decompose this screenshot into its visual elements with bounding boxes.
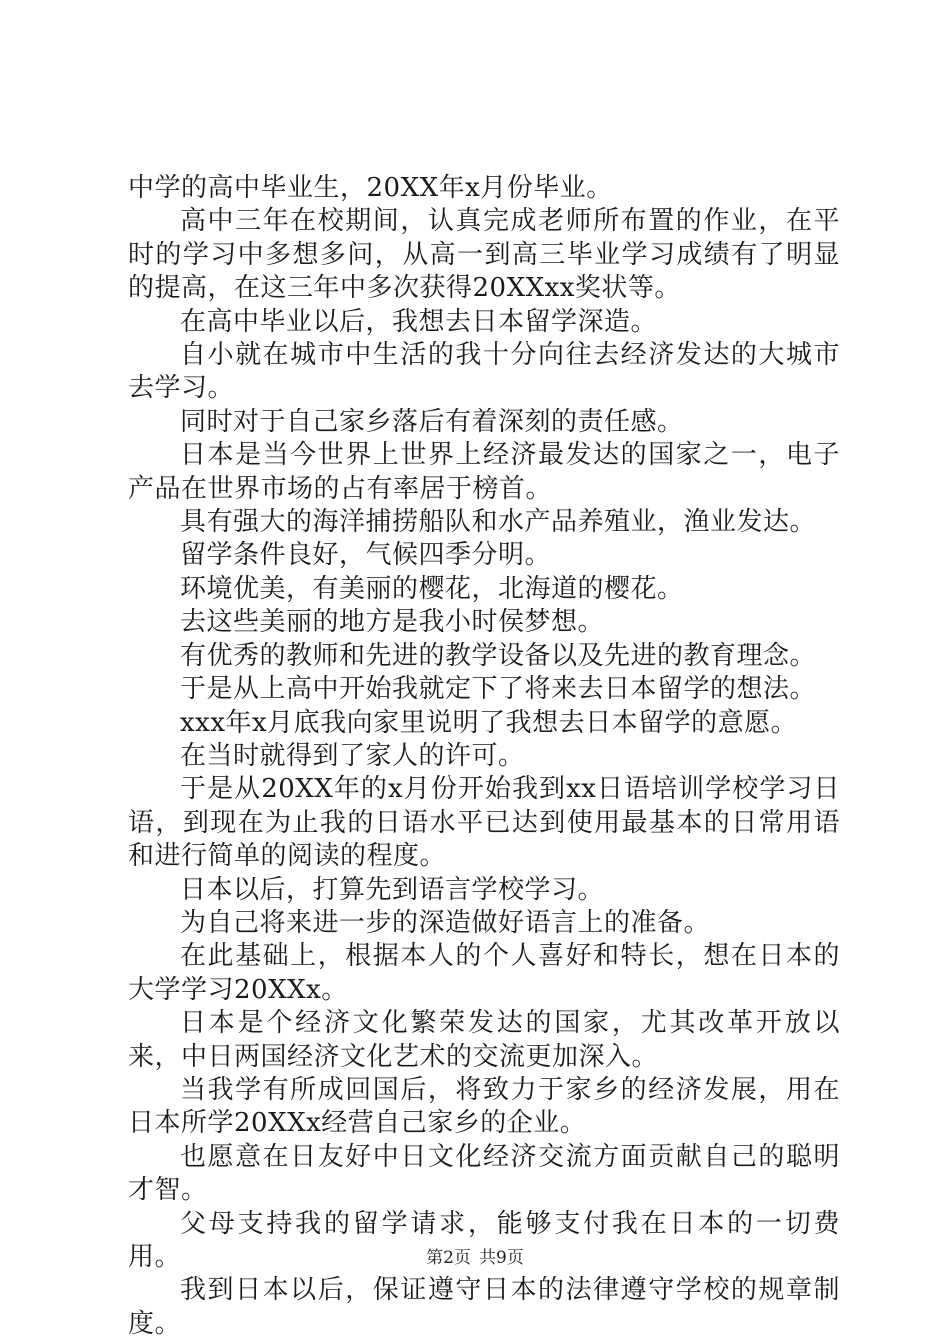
paragraph: 在高中毕业以后，我想去日本留学深造。 [180,306,658,337]
paragraph: 日本以后，打算先到语言学校学习。 [180,874,605,905]
paragraph: 日本是个经济文化繁荣发达的国家，尤其改革开放以来，中日两国经济文化艺术的交流更加深入。 [128,1008,840,1072]
paragraph: 于是从20XX年的x月份开始我到xx日语培训学校学习日语，到现在为止我的日语水平已达到使用最基本的日常用语和进行简单的阅读的程度。 [128,774,840,872]
paragraph: 于是从上高中开始我就定下了将来去日本留学的想法。 [180,674,817,705]
paragraph: 在当时就得到了家人的许可。 [180,740,525,771]
paragraph: 自小就在城市中生活的我十分向往去经济发达的大城市去学习。 [128,340,840,404]
page-total: 共9页 [479,1248,524,1268]
paragraph: 同时对于自己家乡落后有着深刻的责任感。 [180,406,684,437]
paragraph: 日本是当今世界上世界上经济最发达的国家之一，电子产品在世界市场的占有率居于榜首。 [128,440,840,504]
paragraph: xxx年x月底我向家里说明了我想去日本留学的意愿。 [180,707,798,738]
paragraph: 在此基础上，根据本人的个人喜好和特长，想在日本的大学学习20XXx。 [128,941,840,1005]
paragraph: 高中三年在校期间，认真完成老师所布置的作业，在平时的学习中多想多问，从高一到高三毕业学习成绩有了明显的提高，在这三年中多次获得20XXxx奖状等。 [128,206,840,304]
paragraph: 去这些美丽的地方是我小时侯梦想。 [180,607,605,638]
paragraph: 也愿意在日友好中日文化经济交流方面贡献自己的聪明才智。 [128,1141,840,1206]
paragraph: 父母支持我的留学请求，能够支付我在日本的一切费用。 [128,1208,840,1272]
page-number: 第2页 [426,1248,471,1268]
paragraph: 当我学有所成回国后，将致力于家乡的经济发展，用在日本所学20XXx经营自己家乡的企业。 [128,1074,840,1139]
paragraph: 环境优美，有美丽的樱花，北海道的樱花。 [180,573,684,604]
paragraph: 为自己将来进一步的深造做好语言上的准备。 [180,907,711,938]
paragraph: 具有强大的海洋捕捞船队和水产品养殖业，渔业发达。 [180,507,817,538]
paragraph: 中学的高中毕业生，20XX年x月份毕业。 [128,173,613,203]
paragraph: 有优秀的教师和先进的教学设备以及先进的教育理念。 [180,640,817,671]
paragraph: 我到日本以后，保证遵守日本的法律遵守学校的规章制度。 [128,1275,840,1339]
paragraph: 留学条件良好，气候四季分明。 [180,540,552,571]
page-footer [0,1243,950,1268]
document-body [128,172,840,1341]
